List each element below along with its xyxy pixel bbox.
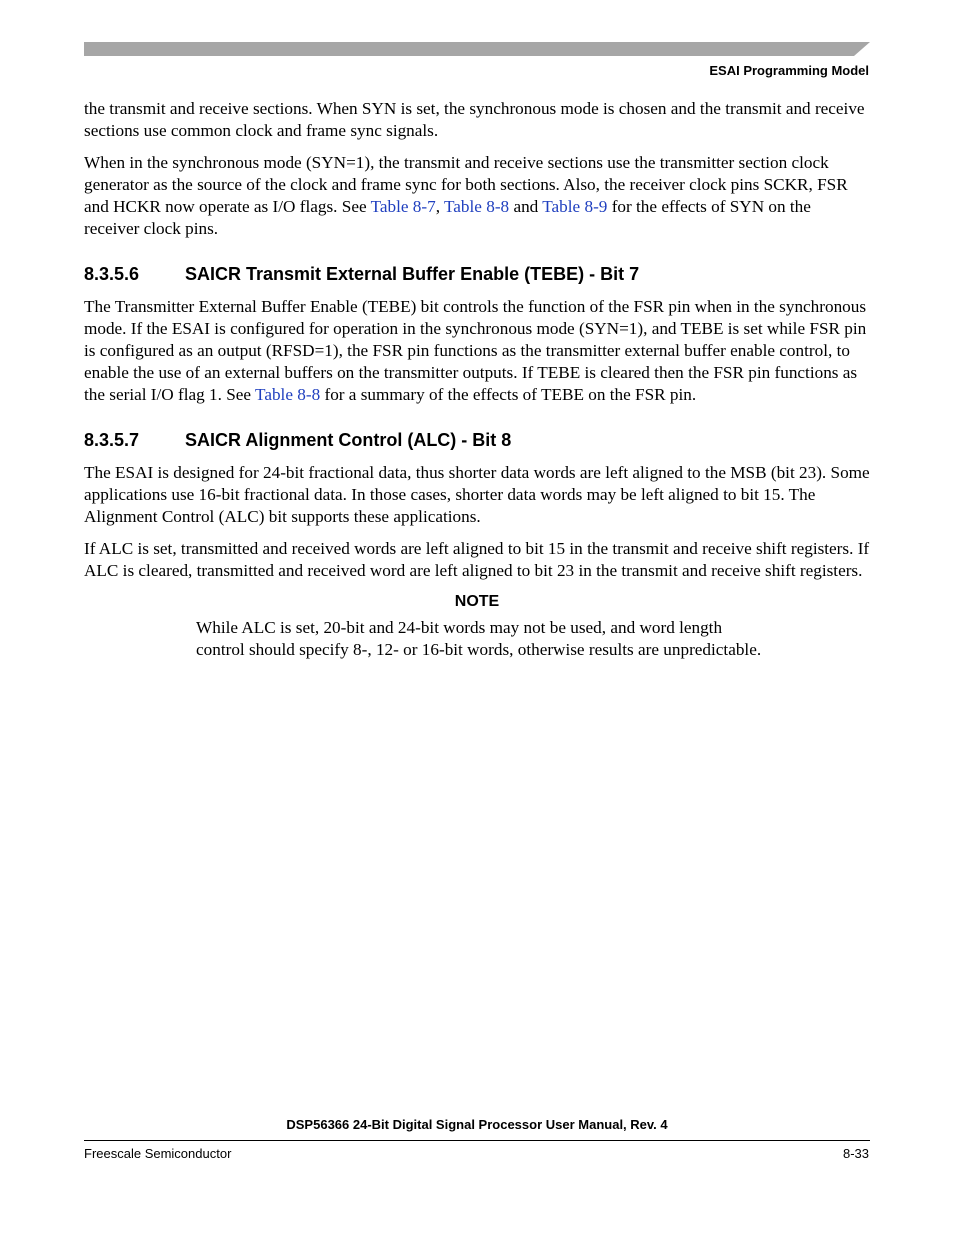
paragraph-alc-intro: The ESAI is designed for 24-bit fractional data, thus shorter data words are left aligned to the MSB (bit 23). Some applications use 16-bit fractional data. In those cases, shorter data words may be left aligned to bit 15. The Alignment Control (ALC) bit supports these applications. (84, 463, 870, 526)
footer-page-number: 8-33 (842, 1146, 869, 1161)
paragraph-alc-behavior: If ALC is set, transmitted and received words are left aligned to bit 15 in the transmit and receive shift registers. If ALC is cleared, transmitted and received word are left aligned to bit 23 in the transmit and receive shift registers. (84, 539, 870, 580)
table-8-8-link[interactable]: Table 8-8 (444, 197, 510, 216)
section-title: SAICR Alignment Control (ALC) - Bit 8 (185, 430, 512, 450)
paragraph-text: When in the synchronous mode (SYN=1), the transmit and receive sections use the transmitter section clock generator as the source of the clock and frame sync for both sections. Also, the receiver clock pins SCKR, FSR and HCKR now operate as I/O flags. See (84, 153, 848, 216)
table-8-8-link[interactable]: Table 8-8 (255, 385, 321, 404)
table-8-7-link[interactable]: Table 8-7 (370, 197, 436, 216)
section-number: 8.3.5.7 (84, 430, 140, 450)
table-8-9-link[interactable]: Table 8-9 (542, 197, 608, 216)
footer-company: Freescale Semiconductor (84, 1146, 232, 1161)
paragraph-text: for the effects of SYN on the receiver clock pins. (84, 197, 811, 238)
section-title: SAICR Transmit External Buffer Enable (TEBE) - Bit 7 (185, 264, 640, 284)
section-number: 8.3.5.6 (84, 264, 140, 284)
paragraph-syn-mode (84, 152, 870, 240)
footer-manual-title: DSP56366 24-Bit Digital Signal Processor User Manual, Rev. 4 (286, 1117, 668, 1132)
paragraph-text: for a summary of the effects of TEBE on the FSR pin. (320, 385, 697, 404)
page-content (84, 98, 870, 661)
note-title: NOTE (454, 593, 500, 610)
paragraph-tebe (84, 296, 870, 406)
header-bar (84, 42, 870, 56)
footer-divider (84, 1140, 870, 1141)
note-text: While ALC is set, 20-bit and 24-bit words may not be used, and word length control should specify 8-, 12- or 16-bit words, otherwise results are unpredictable. (196, 618, 762, 659)
separator-text: , (435, 197, 444, 216)
paragraph-text: The Transmitter External Buffer Enable (TEBE) bit controls the function of the FSR pin when in the synchronous mode. If the ESAI is configured for operation in the synchronous mode (SYN=1), and TEBE is set while FSR pin is configured as an output (RFSD=1), the FSR pin functions as the transmitter external buffer enable control, to enable the use of an external buffers on the transmitter outputs. If TEBE is cleared then the FSR pin functions as the serial I/O flag 1. See (84, 297, 867, 404)
separator-text: and (509, 197, 543, 216)
running-header: ESAI Programming Model (709, 63, 869, 78)
paragraph-syn-intro: the transmit and receive sections. When SYN is set, the synchronous mode is chosen and the transmit and receive sections use common clock and frame sync signals. (84, 99, 865, 140)
section-heading-tebe (84, 263, 870, 285)
section-heading-alc (84, 429, 870, 451)
